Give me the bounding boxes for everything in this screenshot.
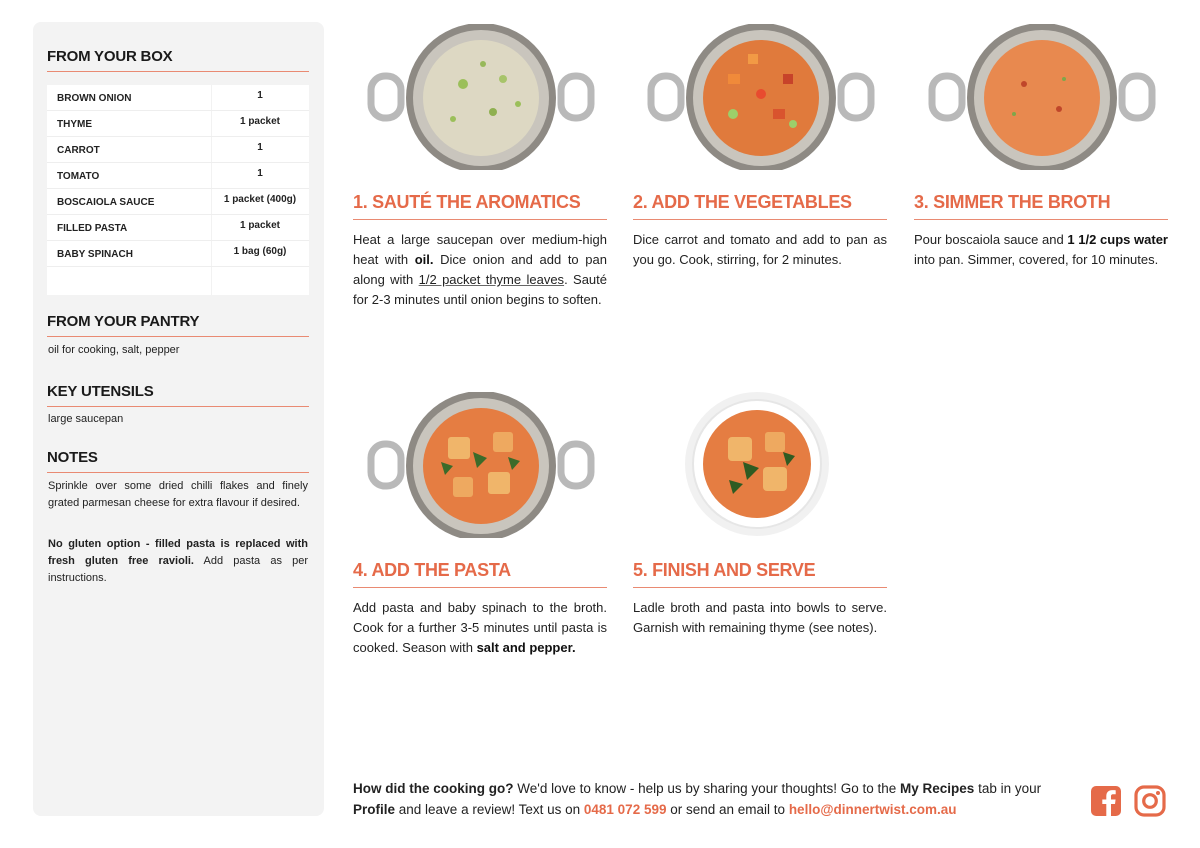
gluten-note: No gluten option - filled pasta is replaced with fresh gluten free ravioli. Add pasta as per instructions. [48,538,308,584]
ingredient-qty: 1 bag (60g) [233,246,287,257]
pantry-text: oil for cooking, salt, pepper [48,344,180,356]
from-box-heading: FROM YOUR BOX [47,48,309,72]
step-text: Add pasta and baby spinach to the broth. Cook for a further 3-5 minutes until pasta is cooked. Season with salt and pepper. [353,600,607,655]
step-title: 1. SAUTÉ THE AROMATICS [353,192,607,220]
table-row [47,85,309,111]
sidebar [33,22,324,816]
step-title: 4. ADD THE PASTA [353,560,607,588]
saucepan-onion-image [353,24,609,170]
ingredient-name: TOMATO [57,171,100,182]
saucepan-vegetables-image [633,24,889,170]
table-row [47,189,309,215]
ingredients-table [47,85,309,295]
table-row [47,111,309,137]
ingredient-name: CARROT [57,145,100,156]
table-row [47,241,309,267]
step-text: Dice carrot and tomato and add to pan as you go. Cook, stirring, for 2 minutes. [633,232,887,267]
bowl-pasta-image [633,392,889,538]
saucepan-broth-image [914,24,1170,170]
feedback-footer: How did the cooking go? We'd love to know - help us by sharing your thoughts! Go to the My Recipes tab in your Profile and leave a review! Text us on 0481 072 599 or send an email to hello@dinnertwist.com.au [353,781,1042,817]
email-link[interactable]: hello@dinnertwist.com.au [788,802,957,817]
notes-heading: NOTES [47,449,309,473]
ingredient-name: BROWN ONION [57,93,132,104]
ingredient-qty: 1 packet [239,220,281,231]
ingredient-qty: 1 [257,90,263,101]
key-utensils-heading: KEY UTENSILS [47,383,309,407]
facebook-icon[interactable] [1090,785,1122,817]
step-text: Heat a large saucepan over medium-high heat with oil. Dice onion and add to pan along with 1/2 packet thyme leaves. Sauté for 2-3 minutes until onion begins to soften. [353,232,607,307]
saucepan-pasta-image [353,392,609,538]
ingredient-qty: 1 [257,168,263,179]
step-title: 2. ADD THE VEGETABLES [633,192,887,220]
ingredient-name: BABY SPINACH [57,249,133,260]
step-title: 3. SIMMER THE BROTH [914,192,1168,220]
ingredient-name: THYME [57,119,92,130]
ingredient-name: FILLED PASTA [57,223,128,234]
step-title: 5. FINISH AND SERVE [633,560,887,588]
step-text: Pour boscaiola sauce and 1 1/2 cups water into pan. Simmer, covered, for 10 minutes. [914,232,1168,267]
ingredient-qty: 1 packet (400g) [223,194,297,205]
notes-text: Sprinkle over some dried chilli flakes and finely grated parmesan cheese for extra flavour if desired. [48,480,308,509]
ingredient-name: BOSCAIOLA SAUCE [57,197,155,208]
gluten-note-bold: No gluten option - filled pasta is replaced with fresh gluten free ravioli. [48,538,308,567]
utensils-text: large saucepan [48,413,124,425]
instagram-icon[interactable] [1134,785,1166,817]
table-row [47,215,309,241]
table-row [47,137,309,163]
ingredient-qty: 1 [257,142,263,153]
from-pantry-heading: FROM YOUR PANTRY [47,313,309,337]
table-row [47,163,309,189]
step-text: Ladle broth and pasta into bowls to serve. Garnish with remaining thyme (see notes). [633,600,887,635]
ingredient-qty: 1 packet [239,116,281,127]
phone-link[interactable]: 0481 072 599 [583,802,667,817]
